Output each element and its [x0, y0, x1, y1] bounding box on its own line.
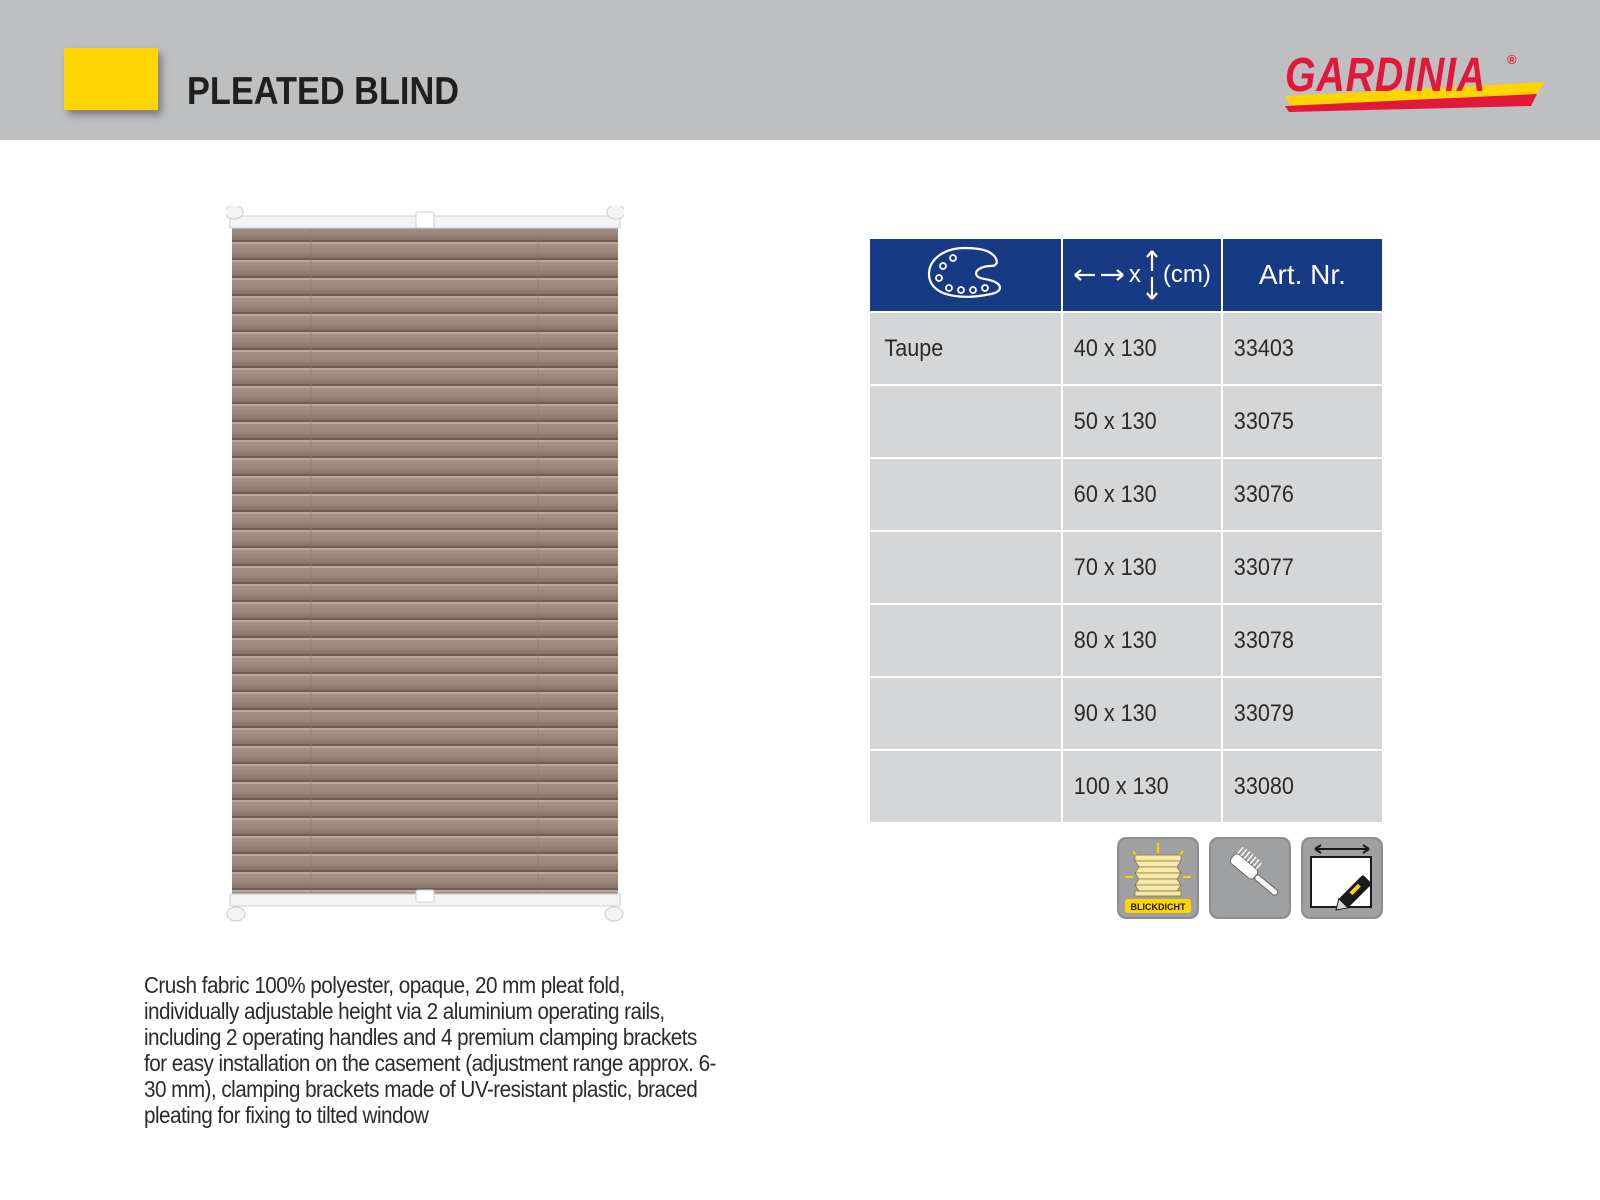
size-cell: 70 x 130: [1062, 531, 1222, 604]
table-row: [869, 677, 1383, 750]
palette-icon: [925, 244, 1005, 302]
table-row: [869, 604, 1383, 677]
opaque-label: BLICKDICHT: [1130, 902, 1186, 912]
table-row: [869, 312, 1383, 385]
table-header-row: [869, 238, 1383, 312]
size-cell: 40 x 130: [1062, 312, 1222, 385]
registered-mark: ®: [1507, 52, 1517, 67]
color-cell: [869, 531, 1062, 604]
article-number-cell: 33077: [1222, 531, 1383, 604]
feature-icons: [1117, 837, 1387, 921]
brand-logo: [1285, 44, 1545, 116]
height-arrows-icon: [1145, 249, 1159, 301]
size-cell: 50 x 130: [1062, 385, 1222, 458]
color-cell: Taupe: [869, 312, 1062, 385]
color-cell: [869, 458, 1062, 531]
width-arrows-icon: [1073, 265, 1125, 285]
color-column-header: [869, 238, 1062, 312]
color-cell: [869, 604, 1062, 677]
article-number-cell: 33080: [1222, 750, 1383, 823]
article-column-header: Art. Nr.: [1222, 238, 1383, 312]
table-row: [869, 531, 1383, 604]
size-cell: 80 x 130: [1062, 604, 1222, 677]
size-cell: 100 x 130: [1062, 750, 1222, 823]
size-cell: 60 x 130: [1062, 458, 1222, 531]
article-number-cell: 33076: [1222, 458, 1383, 531]
article-table: [868, 237, 1384, 824]
brand-name: GARDINIA: [1285, 49, 1487, 102]
opaque-blind-icon: [1117, 837, 1199, 919]
size-times-label: x: [1128, 261, 1141, 288]
size-cell: 90 x 130: [1062, 677, 1222, 750]
brush-cleaning-icon: [1209, 837, 1291, 919]
color-cell: [869, 385, 1062, 458]
size-unit-label: (cm): [1162, 261, 1211, 288]
page-title: PLEATED BLIND: [187, 70, 460, 113]
article-number-cell: 33075: [1222, 385, 1383, 458]
yellow-accent-box: [64, 48, 158, 110]
size-column-header: [1062, 238, 1222, 312]
article-number-cell: 33079: [1222, 677, 1383, 750]
article-number-cell: 33078: [1222, 604, 1383, 677]
pleated-blind-image: [226, 206, 624, 924]
product-description: Crush fabric 100% polyester, opaque, 20 mm pleat fold, individually adjustable height via 2 aluminium operating rails, including 2 operating handles and 4 premium clamping brackets for easy installation on the casement (adjustment range approx. 6-30 mm), clamping brackets made of UV-resistant plastic, braced pleating for fixing to tilted window: [144, 972, 716, 1128]
table-row: [869, 458, 1383, 531]
article-number-cell: 33403: [1222, 312, 1383, 385]
color-cell: [869, 677, 1062, 750]
cut-to-size-icon: [1301, 837, 1383, 919]
table-row: [869, 385, 1383, 458]
table-row: [869, 750, 1383, 823]
color-cell: [869, 750, 1062, 823]
header-bar: [0, 0, 1600, 140]
